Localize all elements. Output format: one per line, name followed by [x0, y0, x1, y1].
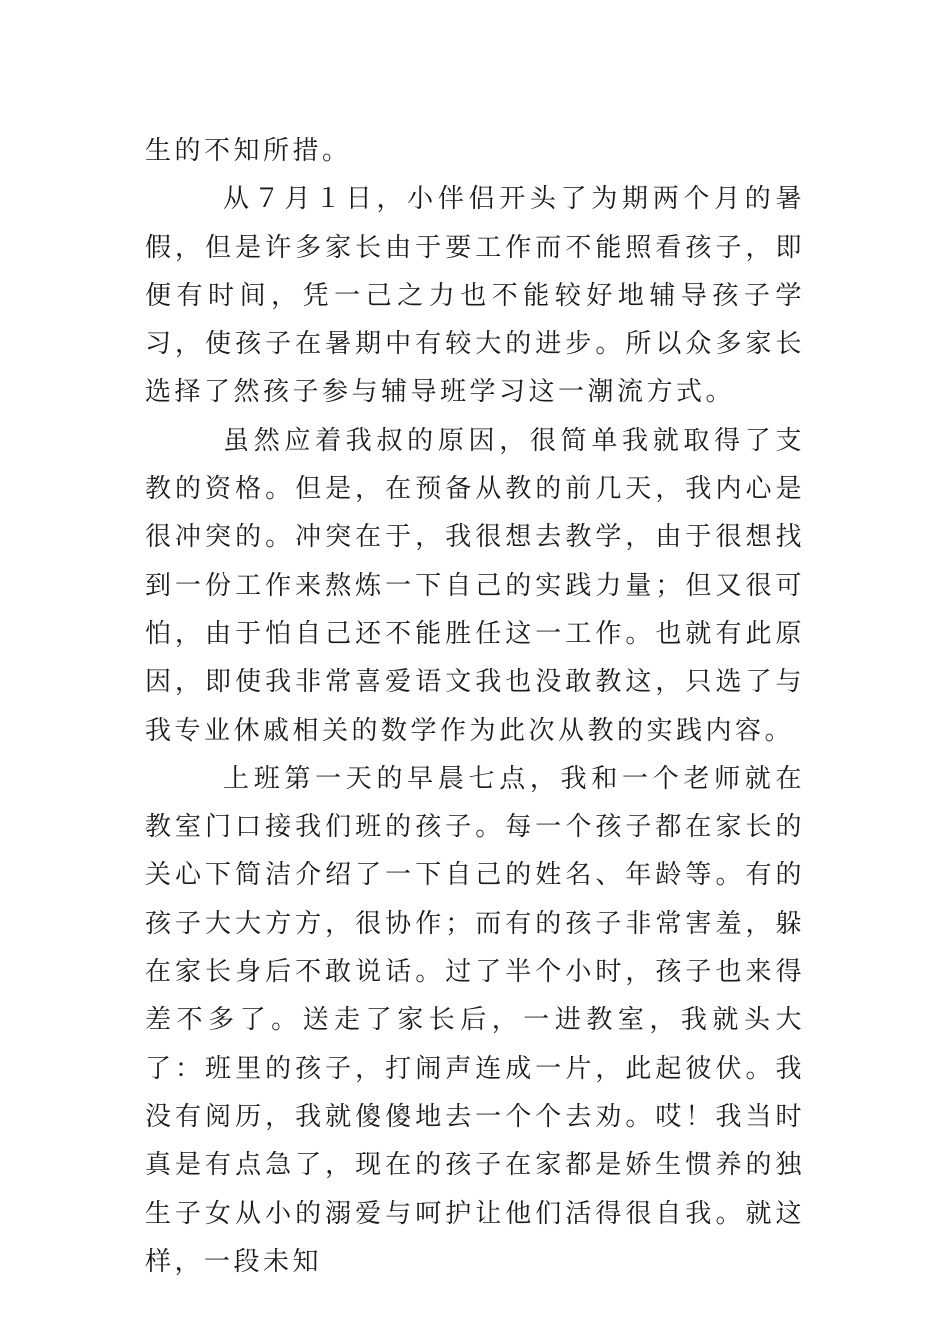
paragraph-4: 上班第一天的早晨七点，我和一个老师就在教室门口接我们班的孩子。每一个孩子都在家长的关心下简洁介绍了一下自己的姓名、年龄等。有的孩子大大方方，很协作；而有的孩子非常害羞，躲在家长身后不敢说话。过了半个小时，孩子也来得差不多了。送走了家长后，一进教室，我就头大了：班里的孩子，打闹声连成一片，此起彼伏。我没有阅历，我就傻傻地去一个个去劝。哎！我当时真是有点急了，现在的孩子在家都是娇生惯养的独生子女从小的溺爱与呵护让他们活得很自我。就这样，一段未知: [145, 763, 805, 1277]
paragraph-1: 生的不知所措。: [145, 136, 352, 166]
document-body: [145, 127, 805, 1286]
paragraph-2: 从７月１日，小伴侣开头了为期两个月的暑假，但是许多家长由于要工作而不能照看孩子，即便有时间，凭一己之力也不能较好地辅导孩子学习，使孩子在暑期中有较大的进步。所以众多家长选择了然孩子参与辅导班学习这一潮流方式。: [145, 184, 805, 408]
paragraph-3: 虽然应着我叔的原因，很简单我就取得了支教的资格。但是，在预备从教的前几天，我内心是很冲突的。冲突在于，我很想去教学，由于很想找到一份工作来熬炼一下自己的实践力量；但又很可怕，由于怕自己还不能胜任这一工作。也就有此原因，即使我非常喜爱语文我也没敢教这，只选了与我专业休戚相关的数学作为此次从教的实践内容。: [145, 425, 805, 746]
